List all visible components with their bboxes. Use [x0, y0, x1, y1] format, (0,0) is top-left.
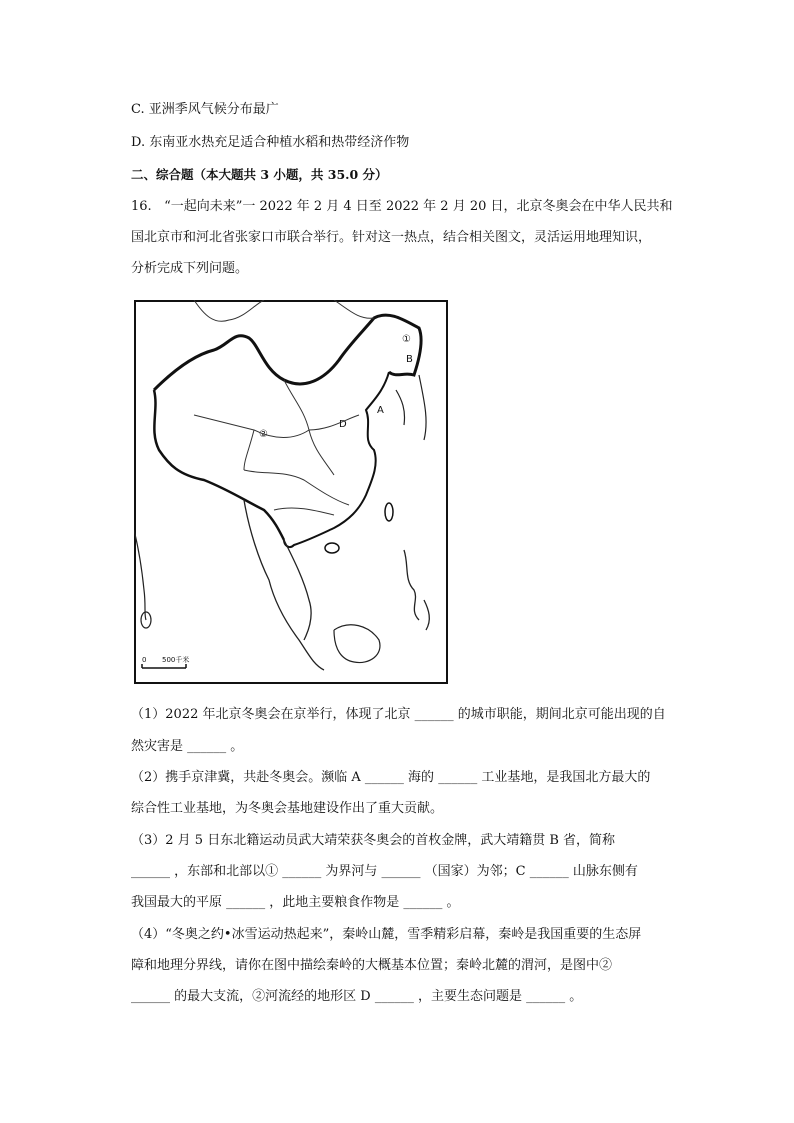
neighbor-borders: [194, 300, 374, 321]
option-d: D. 东南亚水热充足适合种植水稻和热带经济作物: [131, 135, 410, 150]
question-intro-3: 分析完成下列问题。: [131, 261, 249, 276]
q1-line-2: 然灾害是 ______ 。: [131, 739, 244, 754]
province-lines: [194, 380, 359, 515]
q4-line-3: ______ 的最大支流，②河流经的地形区 D ______ ，主要生态问题是 ______ 。: [131, 989, 583, 1004]
hainan-island: [325, 543, 339, 553]
q4-line-2: 障和地理分界线，请你在图中描绘秦岭的大概基本位置；秦岭北麓的渭河，是图中②: [131, 958, 613, 973]
southwest-border: [154, 390, 284, 540]
q3-line-1: （3）2 月 5 日东北籍运动员武大靖荣获冬奥会的首枚金牌，武大靖籍贯 B 省，简称: [131, 833, 616, 848]
option-c: C. 亚洲季风气候分布最广: [131, 102, 279, 117]
q4-line-1: （4）“冬奥之约•冰雪运动热起来”，秦岭山麓，雪季精彩启幕，秦岭是我国重要的生态屏: [131, 927, 642, 942]
map-frame: [135, 301, 447, 683]
korea-japan-outline: [396, 375, 426, 440]
label-b: B: [406, 354, 413, 365]
borneo-outline: [334, 625, 380, 663]
q3-line-2: ______ ，东部和北部以① ______ 为界河与 ______ （国家）为邻；C ______ 山脉东侧有: [131, 864, 638, 879]
scale-zero: 0: [142, 656, 147, 664]
label-circle-1: ①: [402, 334, 411, 345]
map-svg: [134, 300, 448, 684]
question-intro-1: “一起向未来”一 2022 年 2 月 4 日至 2022 年 2 月 20 日，北京冬奥会在中华人民共和: [164, 199, 673, 214]
north-border: [154, 315, 421, 390]
q2-line-2: 综合性工业基地，为冬奥会基地建设作出了重大贡献。: [131, 801, 444, 816]
taiwan-island: [385, 503, 393, 521]
question-number: 16.: [131, 199, 152, 214]
scale-text: 500千米: [162, 656, 190, 664]
section-title: 二、综合题（本大题共 3 小题，共 35.0 分）: [131, 167, 388, 182]
q1-line-1: （1）2022 年北京冬奥会在京举行，体现了北京 ______ 的城市职能，期间北京可能出现的自: [131, 707, 666, 722]
question-intro-2: 国北京市和河北省张家口市联合举行。针对这一热点，结合相关图文，灵活运用地理知识，: [131, 230, 652, 245]
label-a: A: [377, 405, 384, 416]
southeast-asia-outline: [244, 500, 324, 670]
question-16-line-1: [131, 198, 673, 216]
label-circle-2: ②: [259, 429, 268, 440]
label-d: D: [339, 419, 347, 430]
philippines-outline: [404, 550, 429, 630]
q2-line-1: （2）携手京津冀，共赴冬奥会。濒临 A ______ 海的 ______ 工业基地，是我国北方最大的: [131, 770, 651, 785]
east-coastline: [284, 372, 389, 547]
q3-line-3: 我国最大的平原 ______ ，此地主要粮食作物是 ______ 。: [131, 895, 460, 910]
map-figure: [134, 300, 448, 684]
